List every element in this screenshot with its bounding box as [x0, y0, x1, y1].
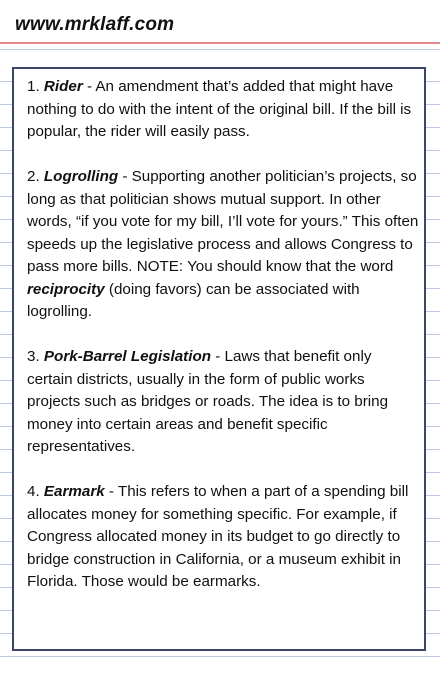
entry-keyword: reciprocity — [27, 280, 105, 298]
entry-number: 1. — [27, 78, 40, 95]
definition-entry-earmark — [27, 481, 419, 594]
entry-definition: - Laws that benefit only certain districts, usually in the form of public works projects such as bridges or roads. The idea is to bring money into certain areas and benefit specific representatives. — [27, 348, 389, 455]
header — [0, 0, 440, 42]
site-title: www.mrklaff.com — [15, 14, 175, 35]
entry-term: Pork-Barrel Legislation — [43, 348, 212, 365]
entry-number: 2. — [27, 168, 40, 185]
entry-term: Rider — [43, 78, 83, 95]
entry-definition-continued: (doing favors) can be associated with logrolling. — [27, 280, 360, 320]
entry-term: Logrolling — [43, 168, 119, 185]
entry-definition: - This refers to when a part of a spending bill allocates money for something specific. For example, if Congress allocated money in its budget to go directly to bridge construction in California, or a museum exhibit in Florida. Those would be earmarks. — [27, 483, 409, 590]
definitions-list — [27, 76, 419, 616]
header-divider — [0, 42, 440, 44]
entry-term: Earmark — [43, 483, 105, 500]
definition-entry-rider — [27, 76, 419, 144]
definition-entry-logrolling — [27, 166, 419, 324]
definition-entry-pork-barrel — [27, 346, 419, 459]
entry-number: 3. — [27, 348, 40, 365]
entry-number: 4. — [27, 483, 40, 500]
definitions-box — [12, 67, 426, 651]
entry-definition: - Supporting another politician’s projects, so long as that politician shows mutual support. In other words, “if you vote for my bill, I’ll vote for yours.” This often speeds up the legislative process and allows Congress to pass more bills. NOTE: You should know that the word — [27, 168, 419, 275]
entry-definition: - An amendment that’s added that might have nothing to do with the intent of the original bill. If the bill is popular, the rider will easily pass. — [27, 78, 412, 140]
